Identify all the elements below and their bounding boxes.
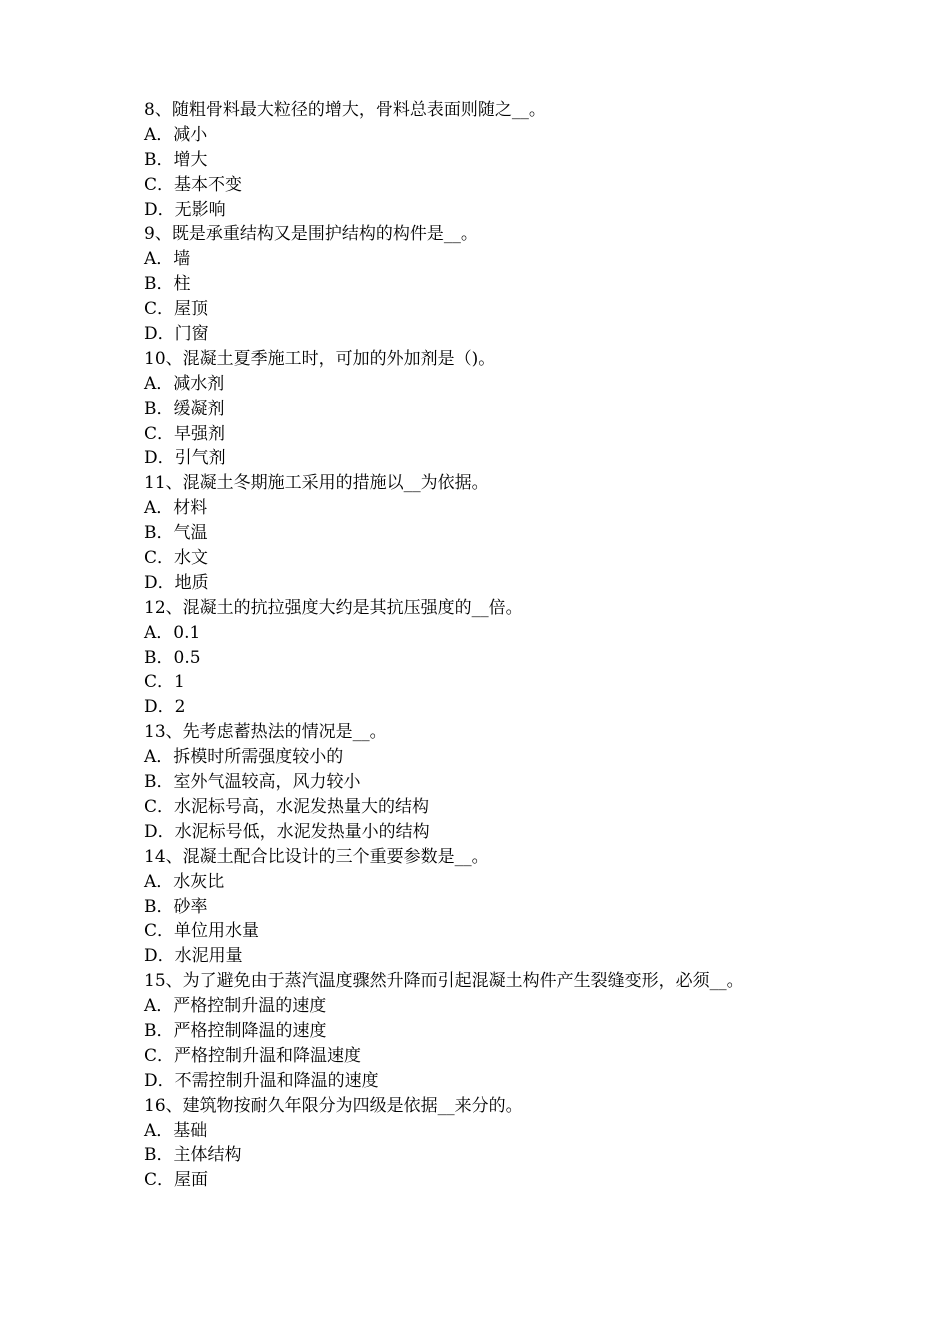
answer-option xyxy=(144,1168,844,1193)
answer-option xyxy=(144,1044,844,1069)
question-stem: 16、建筑物按耐久年限分为四级是依据__来分的。 xyxy=(144,1095,523,1116)
answer-option xyxy=(144,198,844,223)
option-text: 2 xyxy=(174,697,186,718)
option-letter: D． xyxy=(144,1070,175,1091)
answer-option xyxy=(144,670,844,695)
answer-option xyxy=(144,571,844,596)
option-letter: B． xyxy=(144,772,174,793)
option-letter: A． xyxy=(144,996,174,1017)
option-letter: C． xyxy=(144,548,175,569)
option-letter: B． xyxy=(144,149,174,170)
answer-option xyxy=(144,895,844,920)
answer-option xyxy=(144,446,844,471)
option-text: 无影响 xyxy=(174,199,226,220)
option-text: 严格控制升温和降温速度 xyxy=(174,1045,362,1066)
question-stem: 9、既是承重结构又是围护结构的构件是__。 xyxy=(144,224,478,245)
option-text: 单位用水量 xyxy=(174,921,260,942)
answer-option xyxy=(144,646,844,671)
answer-option xyxy=(144,148,844,173)
answer-option xyxy=(144,695,844,720)
option-letter: D． xyxy=(144,324,175,345)
option-text: 水泥标号低，水泥发热量小的结构 xyxy=(174,821,430,842)
option-letter: C． xyxy=(144,1045,175,1066)
option-text: 水泥用量 xyxy=(174,946,243,967)
option-letter: D． xyxy=(144,448,175,469)
answer-option xyxy=(144,994,844,1019)
option-text: 室外气温较高，风力较小 xyxy=(173,772,361,793)
option-text: 柱 xyxy=(173,274,191,295)
option-letter: A． xyxy=(144,871,174,892)
question-stem: 11、混凝土冬期施工采用的措施以__为依据。 xyxy=(144,473,489,494)
option-letter: B． xyxy=(144,523,174,544)
answer-option xyxy=(144,322,844,347)
option-letter: A． xyxy=(144,249,174,270)
answer-option xyxy=(144,272,844,297)
question-stem: 15、为了避免由于蒸汽温度骤然升降而引起混凝土构件产生裂缝变形，必须__。 xyxy=(144,971,744,992)
option-letter: D． xyxy=(144,821,175,842)
option-letter: B． xyxy=(144,1145,174,1166)
option-text: 早强剂 xyxy=(174,423,226,444)
option-text: 基本不变 xyxy=(174,174,243,195)
question-stem: 12、混凝土的抗拉强度大约是其抗压强度的__倍。 xyxy=(144,597,523,618)
answer-option xyxy=(144,820,844,845)
answer-option xyxy=(144,770,844,795)
answer-option xyxy=(144,919,844,944)
answer-option xyxy=(144,372,844,397)
option-letter: C． xyxy=(144,921,175,942)
option-letter: C． xyxy=(144,796,175,817)
answer-option xyxy=(144,297,844,322)
option-text: 0.1 xyxy=(173,622,201,643)
option-text: 不需控制升温和降温的速度 xyxy=(174,1070,379,1091)
option-letter: B． xyxy=(144,896,174,917)
option-text: 砂率 xyxy=(173,896,208,917)
option-text: 地质 xyxy=(174,572,209,593)
option-text: 基础 xyxy=(173,1120,208,1141)
option-text: 减小 xyxy=(173,124,208,145)
option-letter: C． xyxy=(144,423,175,444)
option-letter: A． xyxy=(144,622,174,643)
option-letter: C． xyxy=(144,672,175,693)
option-letter: A． xyxy=(144,1120,174,1141)
answer-option xyxy=(144,173,844,198)
answer-option xyxy=(144,745,844,770)
option-letter: D． xyxy=(144,697,175,718)
answer-option xyxy=(144,496,844,521)
option-letter: A． xyxy=(144,124,174,145)
option-text: 气温 xyxy=(173,523,208,544)
answer-option xyxy=(144,795,844,820)
option-letter: B． xyxy=(144,1020,174,1041)
option-letter: C． xyxy=(144,174,175,195)
answer-option xyxy=(144,621,844,646)
option-letter: D． xyxy=(144,946,175,967)
answer-option xyxy=(144,1119,844,1144)
option-text: 水泥标号高，水泥发热量大的结构 xyxy=(174,796,430,817)
option-text: 水文 xyxy=(174,548,209,569)
answer-option xyxy=(144,247,844,272)
question-stem: 13、先考虑蓄热法的情况是__。 xyxy=(144,722,387,743)
option-text: 缓凝剂 xyxy=(173,398,225,419)
question-stem: 14、混凝土配合比设计的三个重要参数是__。 xyxy=(144,846,489,867)
option-text: 主体结构 xyxy=(173,1145,242,1166)
option-text: 增大 xyxy=(173,149,208,170)
answer-option xyxy=(144,870,844,895)
answer-option xyxy=(144,397,844,422)
option-letter: D． xyxy=(144,199,175,220)
option-letter: B． xyxy=(144,398,174,419)
option-text: 减水剂 xyxy=(173,373,225,394)
answer-option xyxy=(144,521,844,546)
option-letter: B． xyxy=(144,274,174,295)
answer-option xyxy=(144,944,844,969)
answer-option xyxy=(144,1019,844,1044)
option-text: 水灰比 xyxy=(173,871,225,892)
option-letter: A． xyxy=(144,373,174,394)
option-text: 屋顶 xyxy=(174,299,209,320)
option-text: 引气剂 xyxy=(174,448,226,469)
option-text: 门窗 xyxy=(174,324,209,345)
option-letter: C． xyxy=(144,299,175,320)
option-letter: A． xyxy=(144,498,174,519)
question-stem: 10、混凝土夏季施工时，可加的外加剂是（)。 xyxy=(144,348,496,369)
answer-option xyxy=(144,123,844,148)
option-text: 严格控制降温的速度 xyxy=(173,1020,327,1041)
option-text: 严格控制升温的速度 xyxy=(173,996,327,1017)
answer-option xyxy=(144,1069,844,1094)
option-letter: A． xyxy=(144,747,174,768)
option-text: 墙 xyxy=(173,249,191,270)
answer-option xyxy=(144,422,844,447)
option-letter: B． xyxy=(144,647,174,668)
document-page xyxy=(144,98,844,1193)
option-text: 屋面 xyxy=(174,1170,209,1191)
answer-option xyxy=(144,1143,844,1168)
option-text: 拆模时所需强度较小的 xyxy=(173,747,344,768)
option-letter: D． xyxy=(144,572,175,593)
option-text: 材料 xyxy=(173,498,208,519)
option-text: 0.5 xyxy=(173,647,201,668)
question-stem: 8、随粗骨料最大粒径的增大，骨料总表面则随之__。 xyxy=(144,100,546,120)
answer-option xyxy=(144,546,844,571)
option-text: 1 xyxy=(174,672,185,693)
option-letter: C． xyxy=(144,1170,175,1191)
